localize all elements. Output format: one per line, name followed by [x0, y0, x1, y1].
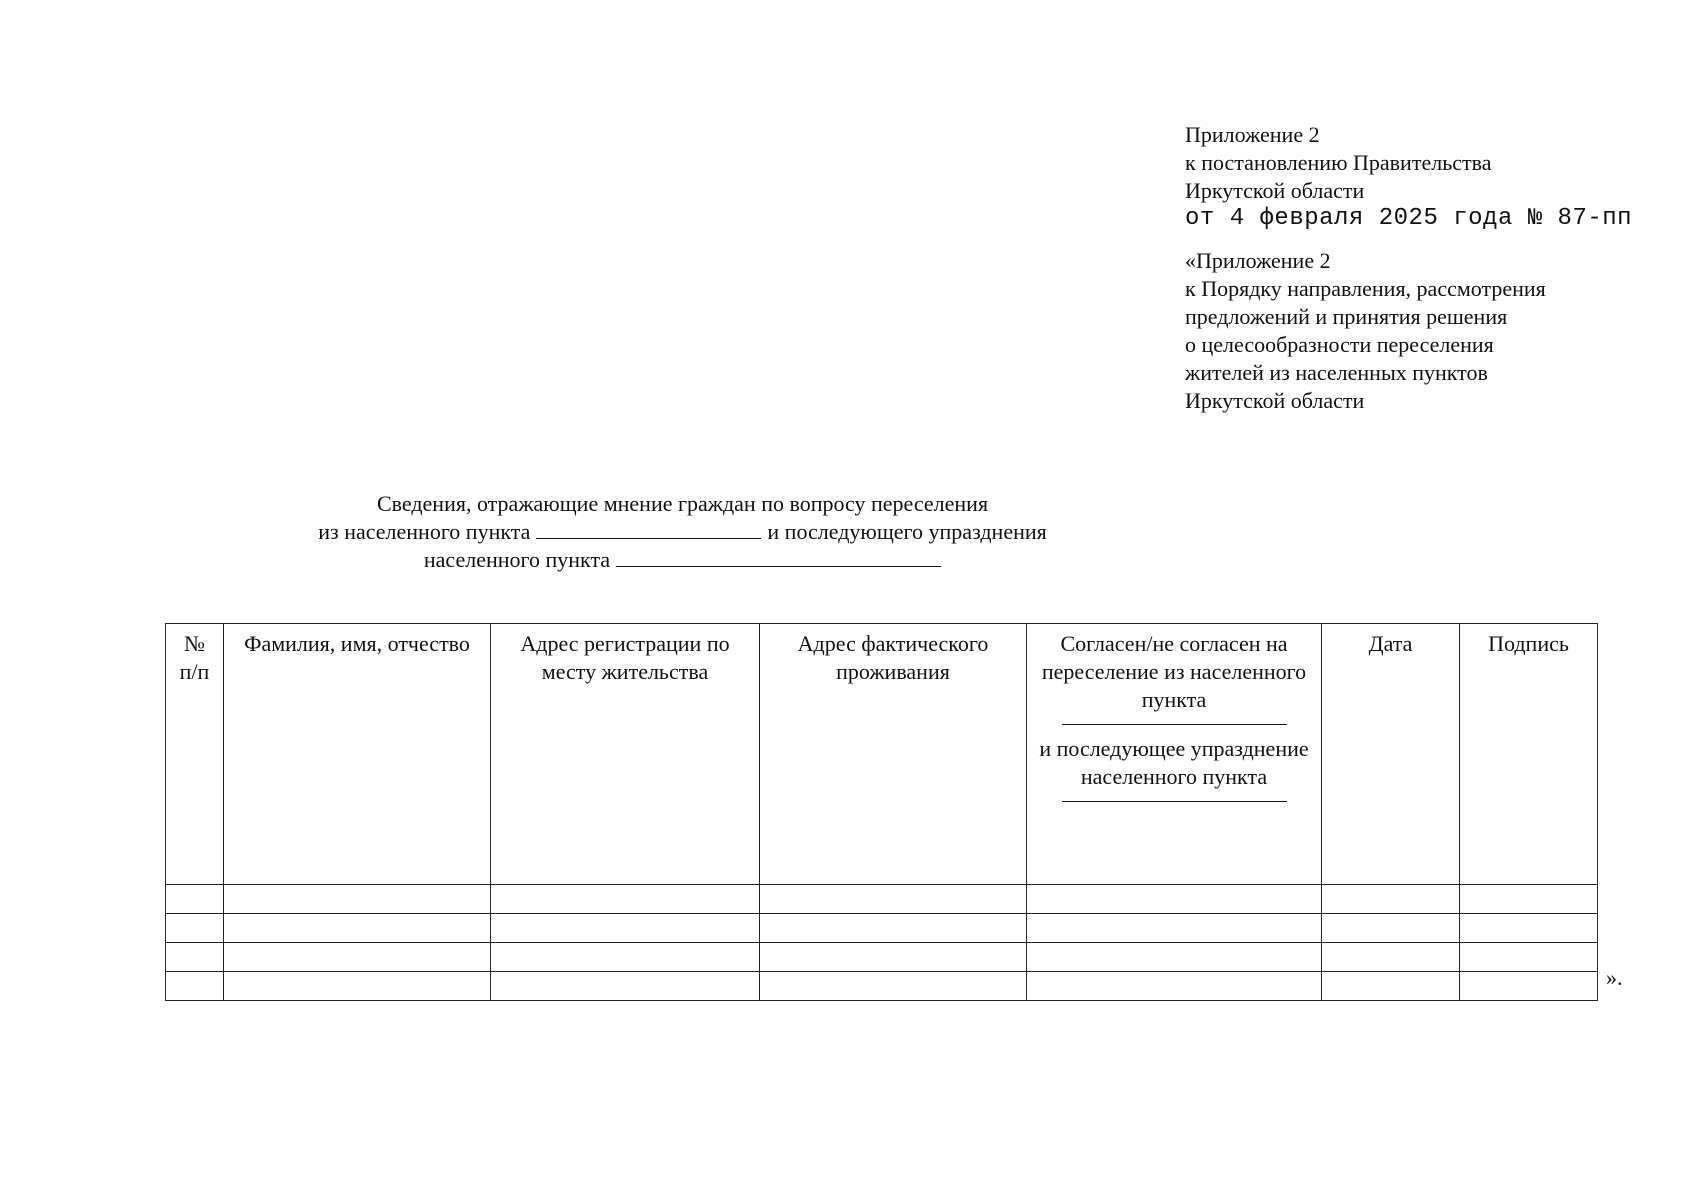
table-row: [166, 972, 1598, 1001]
table-cell[interactable]: [166, 943, 224, 972]
table-cell[interactable]: [224, 914, 491, 943]
column-header-consent: Согласен/не согласен на переселение из населенного пункта и последующее упразднение населенного пункта: [1027, 624, 1322, 885]
settlement-blank-field[interactable]: [536, 518, 761, 539]
table-cell[interactable]: [491, 914, 760, 943]
table-cell[interactable]: [1322, 943, 1460, 972]
table-cell[interactable]: [1460, 885, 1598, 914]
quoted-appendix-line: жителей из населенных пунктов: [1185, 360, 1488, 385]
closing-quote-mark: ».: [1606, 965, 1623, 990]
table-row: [166, 943, 1598, 972]
column-header-full-name: Фамилия, имя, отчество: [224, 624, 491, 885]
table-cell[interactable]: [1027, 914, 1322, 943]
table-cell[interactable]: [760, 914, 1027, 943]
table-cell[interactable]: [166, 972, 224, 1001]
table-cell[interactable]: [224, 943, 491, 972]
table-cell[interactable]: [1027, 885, 1322, 914]
appendix-line: к постановлению Правительства: [1185, 150, 1492, 175]
citizens-opinion-table: [165, 623, 1598, 1001]
quoted-appendix-line: «Приложение 2: [1185, 248, 1331, 273]
table-cell[interactable]: [1322, 972, 1460, 1001]
table-cell[interactable]: [224, 885, 491, 914]
table-cell[interactable]: [1460, 972, 1598, 1001]
column-header-number: № п/п: [166, 624, 224, 885]
column-header-signature: Подпись: [1460, 624, 1598, 885]
table-cell[interactable]: [166, 914, 224, 943]
title-text: населенного пункта: [423, 547, 611, 572]
form-title: [0, 490, 1365, 574]
resolution-date-number: от 4 февраля 2025 года № 87-пп: [1185, 205, 1633, 232]
quoted-appendix-line: к Порядку направления, рассмотрения: [1185, 276, 1546, 301]
title-line-2: [0, 518, 1365, 546]
quoted-appendix-line: Иркутской области: [1185, 388, 1365, 413]
appendix-block: [1185, 121, 1632, 415]
table-cell[interactable]: [760, 972, 1027, 1001]
title-line-1: Сведения, отражающие мнение граждан по вопросу переселения: [376, 491, 989, 516]
title-line-3: [0, 546, 1365, 574]
consent-settlement-blank: [1062, 724, 1287, 725]
settlement-blank-field[interactable]: [616, 546, 941, 567]
title-text: из населенного пункта: [318, 519, 531, 544]
title-text: и последующего упразднения: [767, 519, 1047, 544]
quoted-appendix-line: о целесообразности переселения: [1185, 332, 1494, 357]
table-cell[interactable]: [224, 972, 491, 1001]
appendix-line: Иркутской области: [1185, 178, 1365, 203]
table-cell[interactable]: [1027, 972, 1322, 1001]
table-cell[interactable]: [1460, 943, 1598, 972]
table-header-row: [166, 624, 1598, 885]
table-cell[interactable]: [491, 972, 760, 1001]
table-cell[interactable]: [1460, 914, 1598, 943]
table-row: [166, 914, 1598, 943]
table-cell[interactable]: [760, 943, 1027, 972]
table-cell[interactable]: [166, 885, 224, 914]
table-cell[interactable]: [491, 885, 760, 914]
quoted-appendix-line: предложений и принятия решения: [1185, 304, 1508, 329]
table-cell[interactable]: [491, 943, 760, 972]
table-row: [166, 885, 1598, 914]
table-cell[interactable]: [760, 885, 1027, 914]
column-header-actual-address: Адрес фактического проживания: [760, 624, 1027, 885]
column-header-registration-address: Адрес регистрации по месту жительства: [491, 624, 760, 885]
table-cell[interactable]: [1322, 885, 1460, 914]
column-header-date: Дата: [1322, 624, 1460, 885]
consent-settlement-blank: [1062, 801, 1287, 802]
table-cell[interactable]: [1322, 914, 1460, 943]
table-cell[interactable]: [1027, 943, 1322, 972]
appendix-line: Приложение 2: [1185, 122, 1320, 147]
